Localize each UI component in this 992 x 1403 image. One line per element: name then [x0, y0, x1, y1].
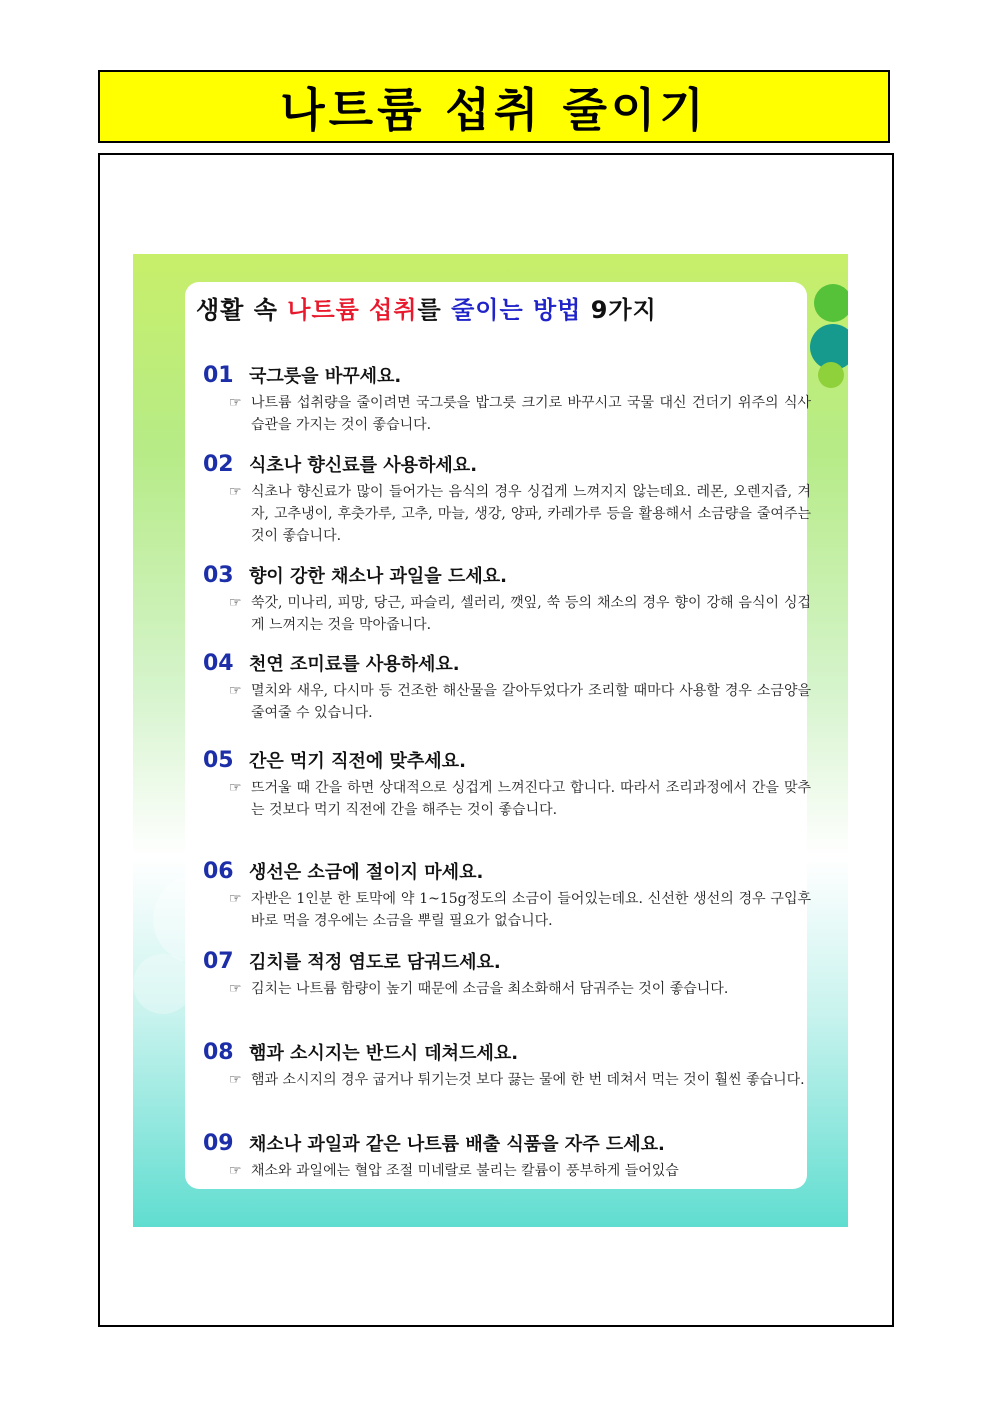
- pointing-hand-icon: ☞: [229, 683, 242, 699]
- subtitle-part: 생활 속: [196, 296, 288, 324]
- pointing-hand-icon: ☞: [229, 484, 242, 500]
- tip-number: 03: [203, 563, 234, 588]
- page-title: 나트륨 섭취 줄이기: [280, 82, 708, 137]
- tip-heading: 국그릇을 바꾸세요.: [249, 366, 402, 387]
- tip-number: 06: [203, 859, 234, 884]
- tip-item: [203, 948, 811, 1000]
- tip-item: [203, 451, 811, 547]
- tip-text: 나트륨 섭취량을 줄이려면 국그릇을 밥그릇 크기로 바꾸시고 국물 대신 건더기 위주의 식사 습관을 가지는 것이 좋습니다.: [251, 395, 811, 433]
- tip-text: 쑥갓, 미나리, 피망, 당근, 파슬리, 셀러리, 깻잎, 쑥 등의 채소의 경우 향이 강해 음식이 싱겁게 느껴지는 것을 막아줍니다.: [251, 595, 811, 633]
- subtitle-part: 를: [417, 296, 452, 324]
- tip-text: 자반은 1인분 한 토막에 약 1~15g정도의 소금이 들어있는데요. 신선한 생선의 경우 구입후 바로 먹을 경우에는 소금을 뿌릴 필요가 없습니다.: [251, 891, 811, 929]
- tip-number: 02: [203, 452, 234, 477]
- tip-item: [203, 650, 811, 724]
- subtitle-part: 9가지: [581, 296, 657, 324]
- tip-item: [203, 362, 811, 436]
- tip-heading: 천연 조미료를 사용하세요.: [249, 654, 460, 675]
- tip-item: [203, 1039, 811, 1091]
- decor-circle: [814, 284, 848, 322]
- tip-text: 뜨거울 때 간을 하면 상대적으로 싱겁게 느껴진다고 합니다. 따라서 조리과정에서 간을 맞추는 것보다 먹기 직전에 간을 해주는 것이 좋습니다.: [251, 780, 811, 818]
- tip-number: 08: [203, 1040, 234, 1065]
- pointing-hand-icon: ☞: [229, 891, 242, 907]
- tip-item: [203, 747, 811, 821]
- tip-heading: 향이 강한 채소나 과일을 드세요.: [249, 566, 507, 587]
- tip-heading: 햄과 소시지는 반드시 데쳐드세요.: [249, 1043, 519, 1064]
- pointing-hand-icon: ☞: [229, 1072, 242, 1088]
- decor-bubble: [133, 954, 193, 1014]
- tip-item: [203, 562, 811, 636]
- tip-text: 식초나 향신료가 많이 들어가는 음식의 경우 싱겁게 느껴지지 않는데요. 레몬, 오렌지즙, 겨자, 고추냉이, 후춧가루, 고추, 마늘, 생강, 양파, 카레가루 등을 활용해서 소금량을 줄여주는 것이 좋습니다.: [251, 484, 811, 544]
- tip-text: 김치는 나트륨 함량이 높기 때문에 소금을 최소화해서 담궈주는 것이 좋습니다.: [251, 981, 729, 997]
- pointing-hand-icon: ☞: [229, 981, 242, 997]
- tip-number: 09: [203, 1131, 234, 1156]
- pointing-hand-icon: ☞: [229, 1163, 242, 1179]
- tip-number: 04: [203, 651, 234, 676]
- tip-item: [203, 858, 811, 932]
- decor-circle: [818, 362, 844, 388]
- tip-item: [203, 1130, 811, 1182]
- tip-number: 05: [203, 748, 234, 773]
- tip-heading: 식초나 향신료를 사용하세요.: [249, 455, 478, 476]
- tip-text: 멸치와 새우, 다시마 등 건조한 해산물을 갈아두었다가 조리할 때마다 사용할 경우 소금양을 줄여줄 수 있습니다.: [251, 683, 811, 721]
- pointing-hand-icon: ☞: [229, 595, 242, 611]
- title-banner: [98, 70, 890, 143]
- tip-text: 햄과 소시지의 경우 굽거나 튀기는것 보다 끓는 물에 한 번 데쳐서 먹는 것이 훨씬 좋습니다.: [251, 1072, 805, 1088]
- poster-subtitle: [196, 290, 796, 325]
- subtitle-highlight-red: 나트륨 섭취: [287, 296, 418, 324]
- tip-heading: 김치를 적정 염도로 담궈드세요.: [249, 952, 501, 973]
- tip-heading: 채소나 과일과 같은 나트륨 배출 식품을 자주 드세요.: [249, 1134, 665, 1155]
- tip-text: 채소와 과일에는 혈압 조절 미네랄로 불리는 칼륨이 풍부하게 들어있습: [251, 1163, 679, 1179]
- pointing-hand-icon: ☞: [229, 780, 242, 796]
- subtitle-highlight-blue: 줄이는 방법: [451, 296, 582, 324]
- pointing-hand-icon: ☞: [229, 395, 242, 411]
- tip-heading: 간은 먹기 직전에 맞추세요.: [249, 751, 466, 772]
- tip-number: 07: [203, 949, 234, 974]
- tip-heading: 생선은 소금에 절이지 마세요.: [249, 862, 484, 883]
- tip-number: 01: [203, 363, 234, 388]
